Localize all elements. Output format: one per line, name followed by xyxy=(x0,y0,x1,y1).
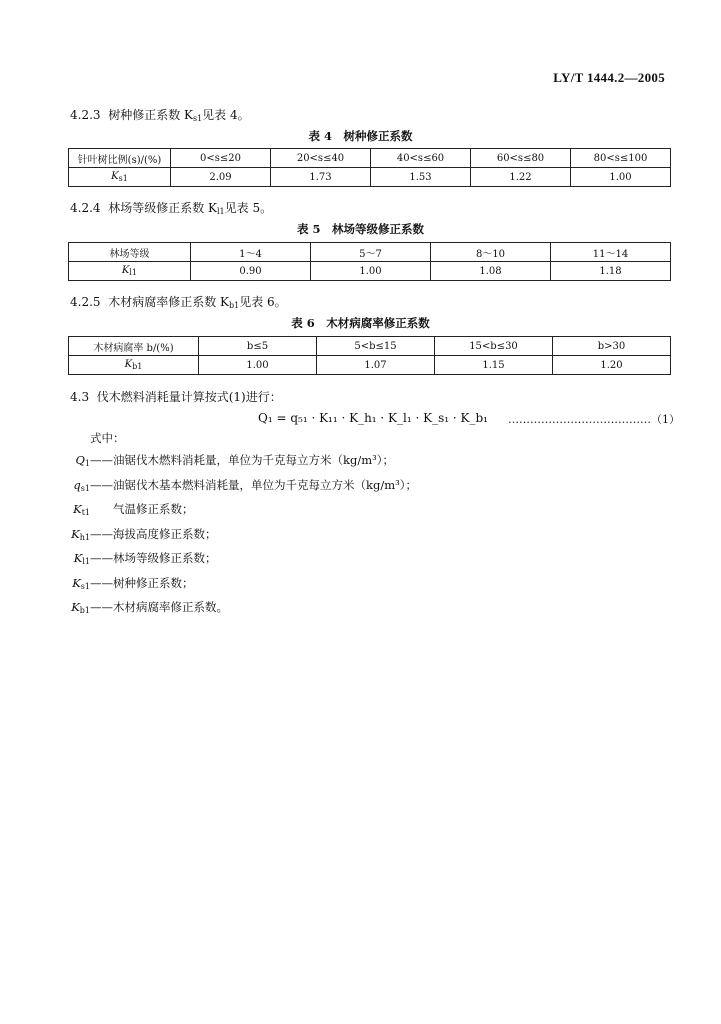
row-label: $K_{b1}$ xyxy=(69,356,199,375)
clause-tail: 见表 5。 xyxy=(224,201,273,215)
header-cell: 1～4 xyxy=(191,243,311,262)
clause-4-2-3 xyxy=(70,108,250,126)
where-label: 式中： xyxy=(90,431,125,445)
clause-number: 4.2.5 xyxy=(70,295,101,309)
header-cell: 15<b≤30 xyxy=(435,337,553,356)
clause-tail: 见表 4。 xyxy=(202,108,250,122)
header-cell: 林场等级 xyxy=(69,243,191,262)
header-cell: 针叶树比例(s)/(%) xyxy=(69,149,171,168)
table4-value-row xyxy=(69,168,671,187)
header-cell: b>30 xyxy=(553,337,671,356)
clause-4-2-4 xyxy=(70,201,272,219)
clause-number: 4.2.4 xyxy=(70,201,101,215)
header-cell: 20<s≤40 xyxy=(271,149,371,168)
value-cell: 2.09 xyxy=(171,168,271,187)
clause-subscript: l1 xyxy=(216,207,225,216)
value-cell: 1.20 xyxy=(553,356,671,375)
row-label: $K_{s1}$ xyxy=(69,168,171,187)
clause-text: 树种修正系数 K xyxy=(108,108,193,122)
table4-caption: 表 4 树种修正系数 xyxy=(308,129,413,143)
table5 xyxy=(68,242,671,281)
header-cell: 80<s≤100 xyxy=(571,149,671,168)
clause-text: 伐木燃料消耗量计算按式(1)进行： xyxy=(96,390,282,404)
header-cell: 木材病腐率 b/(%) xyxy=(69,337,199,356)
header-cell: 11～14 xyxy=(551,243,671,262)
header-cell: 40<s≤60 xyxy=(371,149,471,168)
table4-header-row xyxy=(69,149,671,168)
definition-list xyxy=(64,450,417,622)
definition-item: $Q_1$ ——油锯伐木燃料消耗量，单位为千克每立方米（kg/m³）； xyxy=(75,453,394,468)
table5-caption: 表 5 林场等级修正系数 xyxy=(296,222,424,236)
value-cell: 1.00 xyxy=(571,168,671,187)
value-cell: 1.00 xyxy=(311,262,431,281)
value-cell: 1.07 xyxy=(317,356,435,375)
value-cell: 1.00 xyxy=(199,356,317,375)
standard-code: LY/T 1444.2—2005 xyxy=(553,70,665,85)
clause-tail: 见表 6。 xyxy=(239,295,287,309)
value-cell: 1.18 xyxy=(551,262,671,281)
table5-header-row xyxy=(69,243,671,262)
value-cell: 1.73 xyxy=(271,168,371,187)
definition-item: $K_{l1}$ ——林场等级修正系数； xyxy=(73,551,217,566)
definition-item: $q_{s1}$ ——油锯伐木基本燃料消耗量，单位为千克每立方米（kg/m³）； xyxy=(73,477,417,493)
clause-subscript: b1 xyxy=(228,301,240,310)
formula: Q₁ = q₅₁ · K₁₁ · K_h₁ · K_l₁ · K_s₁ · K_b₁ xyxy=(258,411,488,425)
value-cell: 1.15 xyxy=(435,356,553,375)
clause-text: 木材病腐率修正系数 K xyxy=(108,295,229,309)
clause-4-3 xyxy=(70,390,282,404)
header-cell: 0<s≤20 xyxy=(171,149,271,168)
clause-text: 林场等级修正系数 K xyxy=(108,201,217,215)
header-cell: 8～10 xyxy=(431,243,551,262)
header-cell: b≤5 xyxy=(199,337,317,356)
value-cell: 1.53 xyxy=(371,168,471,187)
clause-4-2-5 xyxy=(70,295,287,313)
definition-item: $K_{h1}$ ——海拔高度修正系数； xyxy=(71,526,217,542)
header-cell: 5<b≤15 xyxy=(317,337,435,356)
table6 xyxy=(68,336,671,375)
table6-header-row xyxy=(69,337,671,356)
clause-number: 4.2.3 xyxy=(70,108,101,122)
table5-value-row xyxy=(69,262,671,281)
table6-caption: 表 6 木材病腐率修正系数 xyxy=(291,316,430,330)
clause-number: 4.3 xyxy=(70,390,90,404)
definition-item: $K_{b1}$ ——木材病腐率修正系数。 xyxy=(71,600,228,615)
formula-number: …………………………………（1） xyxy=(508,413,680,426)
header-cell: 5～7 xyxy=(311,243,431,262)
value-cell: 1.08 xyxy=(431,262,551,281)
row-label: $K_{l1}$ xyxy=(69,262,191,281)
value-cell: 0.90 xyxy=(191,262,311,281)
definition-item: $K_{s1}$ ——树种修正系数； xyxy=(72,575,194,591)
table6-value-row xyxy=(69,356,671,375)
value-cell: 1.22 xyxy=(471,168,571,187)
clause-subscript: s1 xyxy=(192,114,203,123)
definition-item: $K_{t1}$ 气温修正系数； xyxy=(73,502,194,517)
table4 xyxy=(68,148,671,187)
header-cell: 60<s≤80 xyxy=(471,149,571,168)
